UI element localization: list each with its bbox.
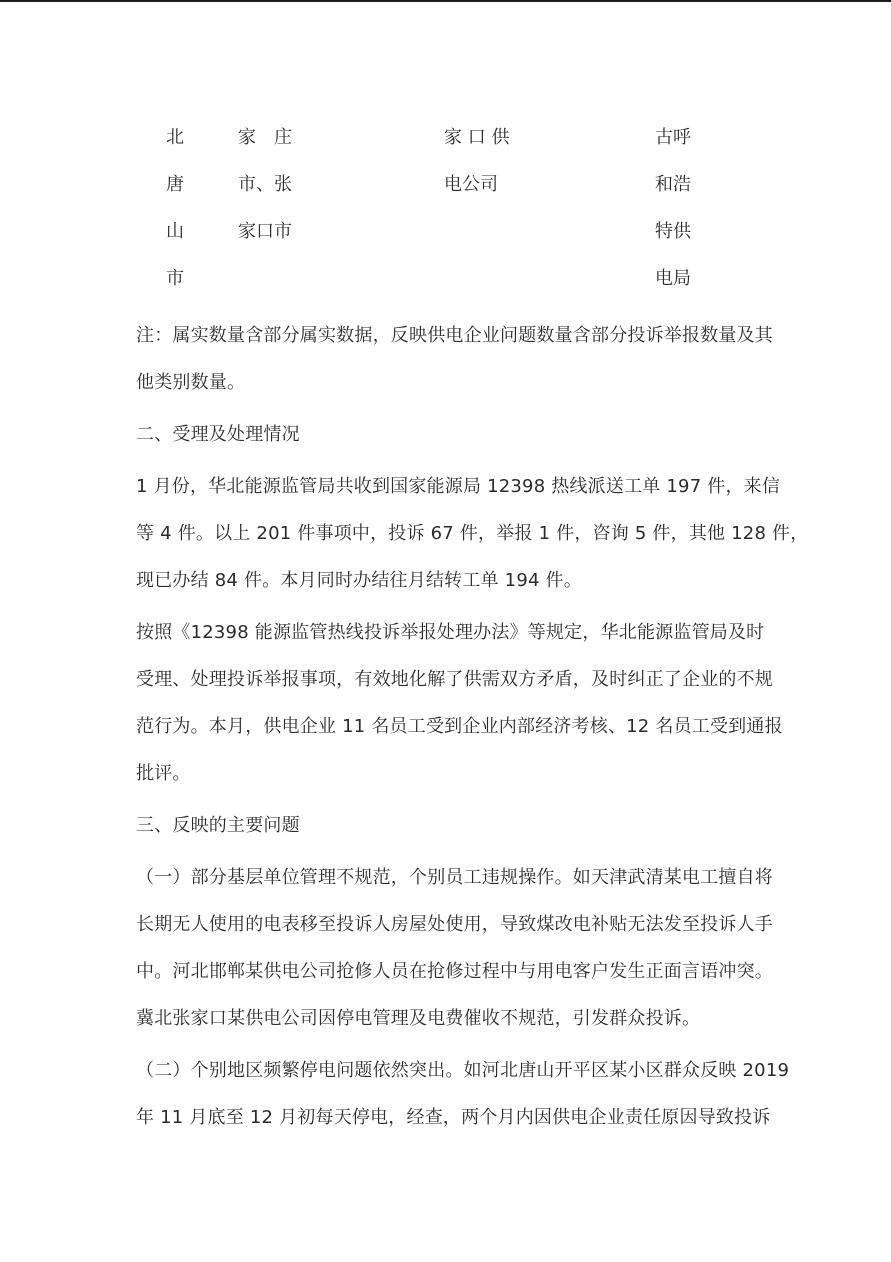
text-line: 三、反映的主要问题 [136, 815, 300, 836]
text-line: 批评。 [136, 763, 191, 784]
document-body [136, 312, 809, 1141]
table-row [0, 161, 892, 208]
table-cell: 电公司 [444, 174, 498, 195]
table-note [136, 312, 773, 406]
text-line: （二）个别地区频繁停电问题依然突出。如河北唐山开平区某小区群众反映 2019 [136, 1060, 790, 1081]
paragraph-issue-one [136, 854, 773, 1042]
table-cell: 古呼 [655, 127, 691, 148]
text-line: 等 4 件。以上 201 件事项中，投诉 67 件，举报 1 件，咨询 5 件，其他 128 件， [136, 523, 809, 544]
text-line: 范行为。本月，供电企业 11 名员工受到企业内部经济考核、12 名员工受到通报 [136, 716, 783, 737]
table-cell: 唐 [166, 174, 184, 195]
table-row [0, 114, 892, 161]
text-line: （一）部分基层单位管理不规范，个别员工违规操作。如天津武清某电工擅自将 [136, 867, 773, 888]
table-cell: 特供 [655, 221, 691, 242]
table-cell: 市、张 [238, 174, 292, 195]
paragraph-monthly-summary [136, 463, 809, 604]
paragraph-issue-two [136, 1047, 790, 1141]
text-line: 冀北张家口某供电公司因停电管理及电费催收不规范，引发群众投诉。 [136, 1008, 701, 1029]
text-line: 注：属实数量含部分属实数据，反映供电企业问题数量含部分投诉举报数量及其 [136, 325, 773, 346]
text-line: 他类别数量。 [136, 372, 246, 393]
table-cell: 家 庄 [238, 127, 292, 148]
table-cell: 北 [166, 127, 184, 148]
table-cell: 电局 [655, 268, 691, 289]
text-line: 长期无人使用的电表移至投诉人房屋处使用，导致煤改电补贴无法发至投诉人手 [136, 914, 773, 935]
table-cell: 和浩 [655, 174, 691, 195]
table-row [0, 208, 892, 255]
table-cell: 山 [166, 221, 184, 242]
text-line: 1 月份，华北能源监管局共收到国家能源局 12398 热线派送工单 197 件，来信 [136, 476, 781, 497]
table-cell: 家 口 供 [444, 127, 510, 148]
text-line: 年 11 月底至 12 月初每天停电，经查，两个月内因供电企业责任原因导致投诉 [136, 1107, 771, 1128]
table-row [0, 255, 892, 302]
section-heading-handling [136, 411, 760, 458]
paragraph-handling-measures [136, 609, 783, 797]
text-line: 现已办结 84 件。本月同时办结往月结转工单 194 件。 [136, 570, 582, 591]
table-fragment [0, 114, 892, 302]
text-line: 按照《12398 能源监管热线投诉举报处理办法》等规定，华北能源监管局及时 [136, 622, 765, 643]
section-heading-main-issues [136, 802, 760, 849]
text-line: 受理、处理投诉举报事项，有效地化解了供需双方矛盾，及时纠正了企业的不规 [136, 669, 773, 690]
text-line: 二、受理及处理情况 [136, 424, 300, 445]
table-cell: 市 [166, 268, 184, 289]
text-line: 中。河北邯郸某供电公司抢修人员在抢修过程中与用电客户发生正面言语冲突。 [136, 961, 773, 982]
table-cell: 家口市 [238, 221, 292, 242]
page-top-border [0, 0, 892, 2]
